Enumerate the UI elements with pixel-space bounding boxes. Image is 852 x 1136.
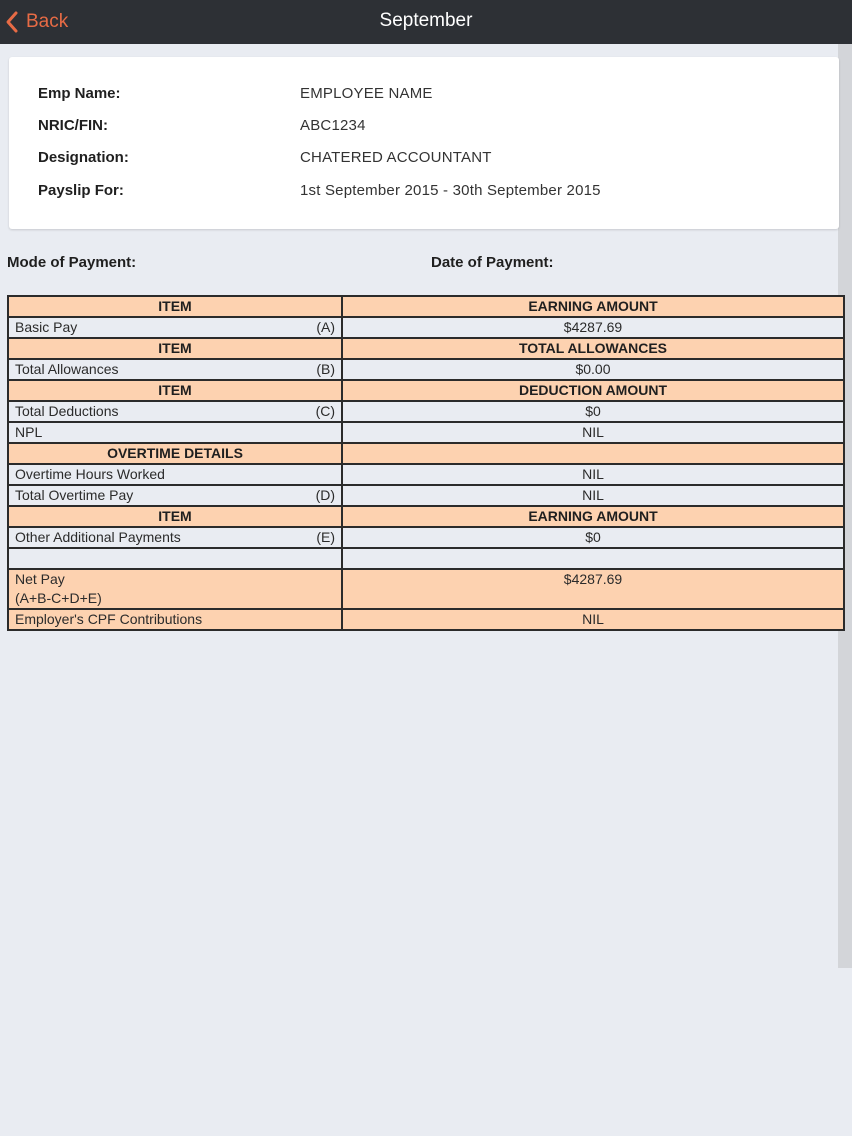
table-header-row	[8, 338, 844, 359]
table-row	[8, 464, 844, 485]
header-item: ITEM	[8, 506, 342, 527]
cpf-row	[8, 609, 844, 630]
allowances-label-cell	[8, 359, 342, 380]
empty-row	[8, 548, 844, 569]
basic-pay-label-cell	[8, 317, 342, 338]
deductions-code: (C)	[315, 403, 335, 419]
header-item: ITEM	[8, 338, 342, 359]
table-header-row	[8, 443, 844, 464]
top-bar	[0, 0, 852, 44]
other-payments-label-cell	[8, 527, 342, 548]
empty-cell	[342, 548, 844, 569]
cpf-label: Employer's CPF Contributions	[8, 609, 342, 630]
cpf-value: NIL	[342, 609, 844, 630]
nric-label: NRIC/FIN:	[38, 117, 108, 134]
basic-pay-value: $4287.69	[342, 317, 844, 338]
deductions-value: $0	[342, 401, 844, 422]
empty-cell	[8, 548, 342, 569]
header-total-allowances: TOTAL ALLOWANCES	[342, 338, 844, 359]
ot-hours-label: Overtime Hours Worked	[8, 464, 342, 485]
npl-label: NPL	[8, 422, 342, 443]
table-row	[8, 527, 844, 548]
table-header-row	[8, 506, 844, 527]
header-overtime-details: OVERTIME DETAILS	[8, 443, 342, 464]
page-title: September	[379, 10, 473, 31]
payslip-table	[7, 295, 845, 631]
table-row	[8, 317, 844, 338]
table-header-row	[8, 296, 844, 317]
table-row	[8, 359, 844, 380]
payslip-period-value: 1st September 2015 - 30th September 2015	[300, 182, 601, 199]
payslip-period-label: Payslip For:	[38, 182, 124, 199]
deductions-label-cell	[8, 401, 342, 422]
deductions-label: Total Deductions	[15, 403, 119, 419]
allowances-value: $0.00	[342, 359, 844, 380]
net-pay-label: Net Pay	[15, 571, 65, 587]
net-pay-value: $4287.69	[342, 569, 844, 609]
header-item: ITEM	[8, 296, 342, 317]
header-deduction-amount: DEDUCTION AMOUNT	[342, 380, 844, 401]
back-label: Back	[26, 11, 69, 32]
net-pay-formula: (A+B-C+D+E)	[15, 590, 102, 606]
ot-pay-label: Total Overtime Pay	[15, 487, 134, 503]
ot-pay-value: NIL	[342, 485, 844, 506]
net-pay-label-cell	[8, 569, 342, 609]
header-overtime-blank	[342, 443, 844, 464]
employee-info-card	[9, 57, 839, 229]
basic-pay-label: Basic Pay	[15, 319, 78, 335]
ot-pay-label-cell	[8, 485, 342, 506]
date-of-payment-label: Date of Payment:	[431, 254, 554, 271]
header-item: ITEM	[8, 380, 342, 401]
mode-of-payment-label: Mode of Payment:	[7, 254, 137, 271]
basic-pay-code: (A)	[316, 319, 335, 335]
emp-name-label: Emp Name:	[38, 85, 121, 102]
allowances-label: Total Allowances	[15, 361, 119, 377]
table-row	[8, 401, 844, 422]
nric-value: ABC1234	[300, 117, 366, 134]
npl-value: NIL	[342, 422, 844, 443]
header-earning-amount: EARNING AMOUNT	[342, 506, 844, 527]
net-pay-row	[8, 569, 844, 609]
emp-name-value: EMPLOYEE NAME	[300, 85, 433, 102]
allowances-code: (B)	[316, 361, 335, 377]
ot-pay-code: (D)	[315, 487, 335, 503]
table-row	[8, 422, 844, 443]
table-row	[8, 485, 844, 506]
designation-label: Designation:	[38, 149, 129, 166]
table-header-row	[8, 380, 844, 401]
ot-hours-value: NIL	[342, 464, 844, 485]
header-earning-amount: EARNING AMOUNT	[342, 296, 844, 317]
other-payments-label: Other Additional Payments	[15, 529, 181, 545]
other-payments-value: $0	[342, 527, 844, 548]
other-payments-code: (E)	[316, 529, 335, 545]
designation-value: CHATERED ACCOUNTANT	[300, 149, 492, 166]
